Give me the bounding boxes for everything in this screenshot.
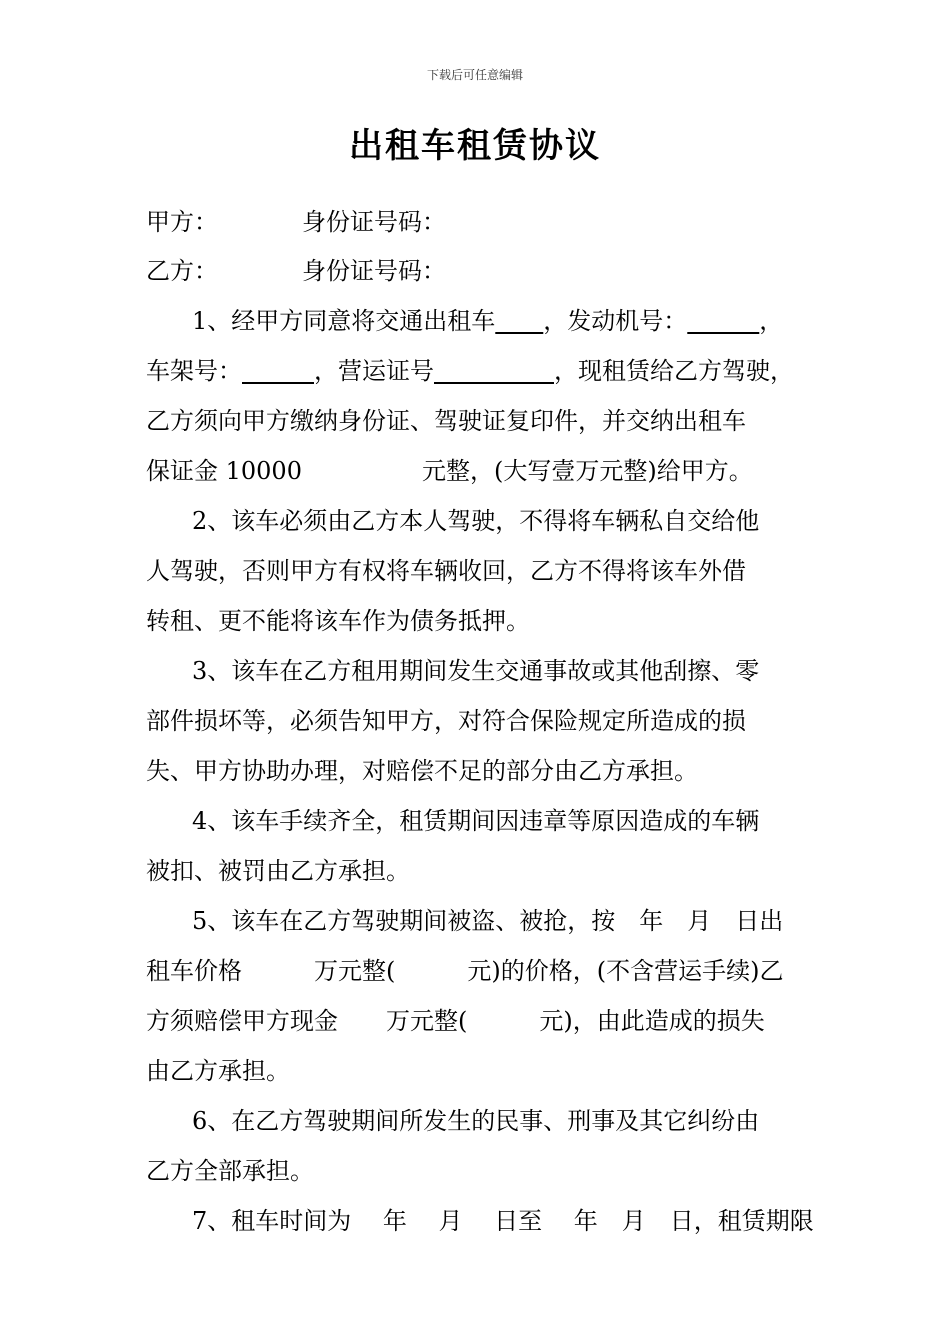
blank-field (687, 307, 759, 335)
clause-text: ，营运证号 (314, 357, 434, 385)
clause-6-line-1: 6、在乙方驾驶期间所发生的民事、刑事及其它纠纷由 (192, 1107, 760, 1135)
party-b-id-label: 身份证号码： (302, 257, 446, 285)
document-title: 出租车租赁协议 (349, 126, 601, 166)
party-a-line (146, 197, 446, 247)
blank-field (242, 357, 314, 385)
clause-1-line-4 (146, 446, 753, 496)
clause-6-line-2: 乙方全部承担。 (146, 1157, 314, 1185)
clause-text: 元整，(大写壹万元整)给甲方。 (421, 457, 753, 485)
clause-1-line-2 (146, 346, 794, 396)
party-a-label: 甲方： (146, 208, 218, 236)
blank-field (434, 357, 554, 385)
clause-4-line-1: 4、该车手续齐全，租赁期间因违章等原因造成的车辆 (192, 807, 760, 835)
clause-5-line-3: 方须赔偿甲方现金 万元整( 元)，由此造成的损失 (146, 1007, 765, 1035)
clause-text: 1、经甲方同意将交通出租车 (192, 307, 496, 335)
clause-text: 车架号： (146, 357, 242, 385)
party-a-id-label: 身份证号码： (302, 208, 446, 236)
clause-5-line-1: 5、该车在乙方驾驶期间被盗、被抢，按 年 月 日出 (192, 907, 784, 935)
clause-2-line-1: 2、该车必须由乙方本人驾驶，不得将车辆私自交给他 (192, 507, 760, 535)
clause-2-line-2: 人驾驶，否则甲方有权将车辆收回，乙方不得将该车外借 (146, 557, 746, 585)
clause-3-line-1: 3、该车在乙方租用期间发生交通事故或其他刮擦、零 (192, 657, 760, 685)
clause-2-line-3: 转租、更不能将该车作为债务抵押。 (146, 607, 530, 635)
header-note: 下载后可任意编辑 (426, 68, 523, 82)
clause-text: ，现租赁给乙方驾驶， (554, 357, 794, 385)
clause-5-line-2: 租车价格 万元整( 元)的价格，(不含营运手续)乙 (146, 957, 784, 985)
clause-3-line-2: 部件损坏等，必须告知甲方，对符合保险规定所造成的损 (146, 707, 746, 735)
clause-text: 保证金 10000 (146, 457, 302, 485)
blank-field (495, 307, 543, 335)
party-b-label: 乙方： (146, 257, 218, 285)
clause-3-line-3: 失、甲方协助办理，对赔偿不足的部分由乙方承担。 (146, 757, 698, 785)
clause-text: ，发动机号： (543, 307, 688, 335)
clause-text: ， (759, 307, 784, 335)
clause-7-line-1: 7、租车时间为 年 月 日至 年 月 日，租赁期限 (192, 1207, 814, 1235)
clause-1-line-3: 乙方须向甲方缴纳身份证、驾驶证复印件，并交纳出租车 (146, 407, 746, 435)
clause-1-line-1 (192, 296, 783, 346)
clause-5-line-4: 由乙方承担。 (146, 1057, 290, 1085)
party-b-line (146, 246, 446, 296)
clause-4-line-2: 被扣、被罚由乙方承担。 (146, 857, 410, 885)
